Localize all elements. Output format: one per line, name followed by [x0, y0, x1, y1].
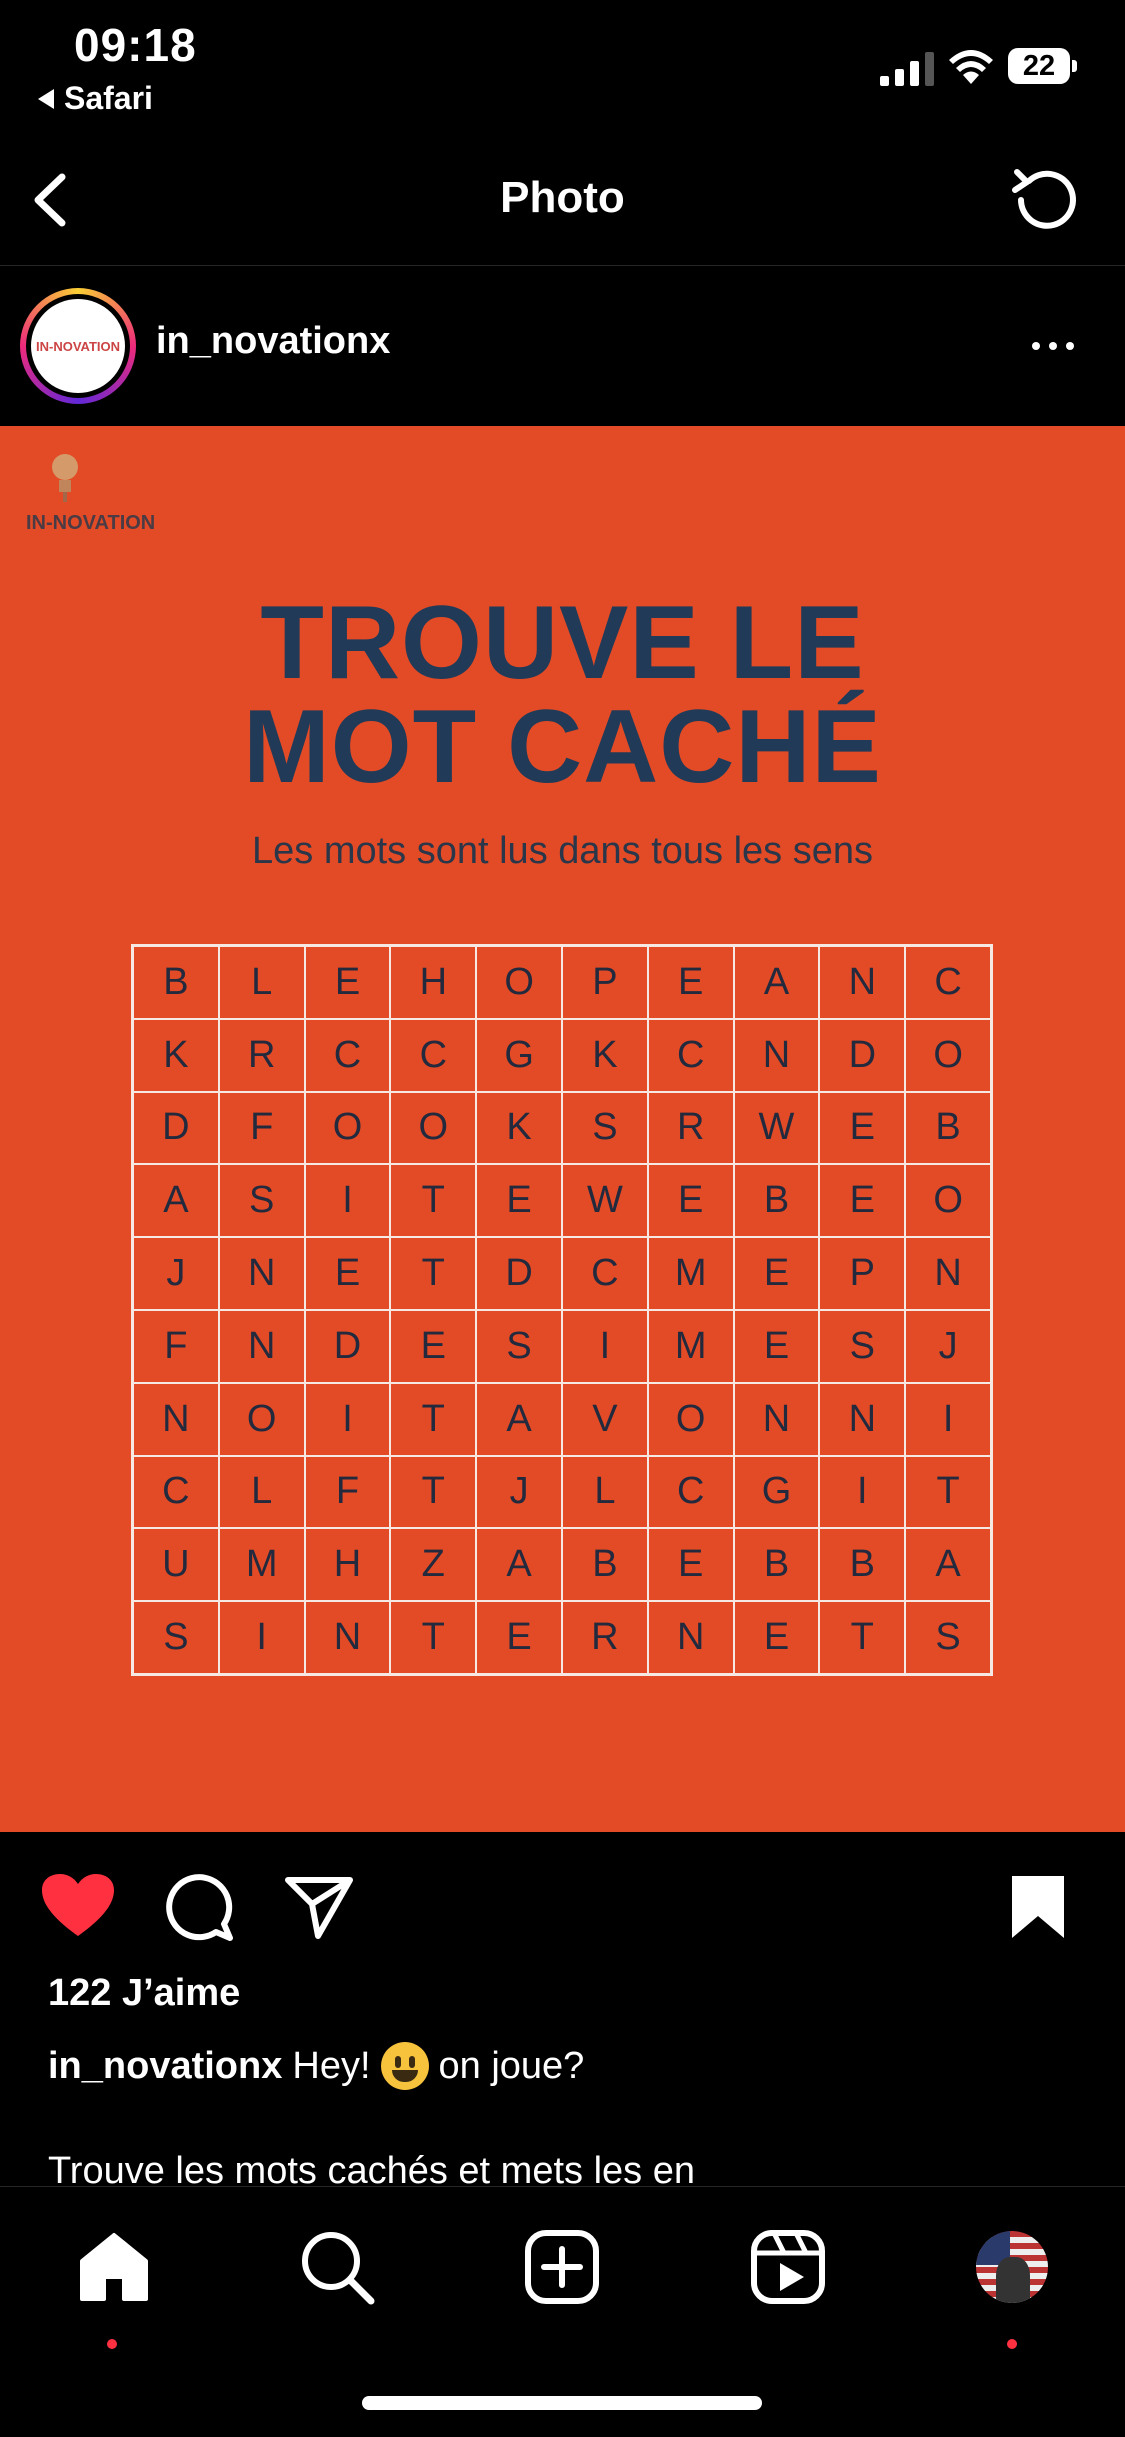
grid-cell: N	[219, 1237, 305, 1310]
grid-cell: J	[476, 1456, 562, 1529]
puzzle-headline	[0, 585, 1125, 805]
grid-cell: O	[390, 1092, 476, 1165]
grid-cell: I	[305, 1164, 391, 1237]
grid-cell: J	[133, 1237, 219, 1310]
grid-cell: V	[562, 1383, 648, 1456]
grid-cell: N	[905, 1237, 991, 1310]
avatar-logo: IN-NOVATION	[31, 299, 125, 393]
logo-text: IN-NOVATION	[26, 512, 156, 534]
grid-cell: B	[562, 1528, 648, 1601]
heart-icon[interactable]	[40, 1872, 116, 1940]
grid-cell: K	[476, 1092, 562, 1165]
grid-cell: H	[305, 1528, 391, 1601]
grid-cell: I	[905, 1383, 991, 1456]
grid-cell: B	[734, 1528, 820, 1601]
grinning-face-icon	[381, 2042, 429, 2090]
grid-cell: M	[219, 1528, 305, 1601]
grid-cell: I	[562, 1310, 648, 1383]
grid-cell: K	[133, 1019, 219, 1092]
grid-cell: D	[305, 1310, 391, 1383]
home-notification-dot	[107, 2339, 117, 2349]
profile-tab[interactable]	[976, 2231, 1056, 2311]
grid-cell: F	[305, 1456, 391, 1529]
grid-cell: L	[219, 1456, 305, 1529]
cellular-signal-icon	[880, 52, 936, 86]
grid-cell: E	[648, 946, 734, 1019]
grid-cell: E	[734, 1601, 820, 1674]
grid-cell: E	[305, 946, 391, 1019]
grid-cell: A	[734, 946, 820, 1019]
grid-cell: S	[905, 1601, 991, 1674]
grid-cell: O	[305, 1092, 391, 1165]
grid-cell: T	[390, 1456, 476, 1529]
post-actions	[0, 1832, 1125, 1962]
profile-notification-dot	[1007, 2339, 1017, 2349]
puzzle-subtitle: Les mots sont lus dans tous les sens	[252, 830, 873, 872]
grid-cell: E	[390, 1310, 476, 1383]
caption-continued[interactable]: Trouve les mots cachés et mets les en	[48, 2150, 695, 2184]
grid-cell: B	[819, 1528, 905, 1601]
grid-cell: N	[133, 1383, 219, 1456]
grid-cell: O	[476, 946, 562, 1019]
grid-cell: E	[819, 1164, 905, 1237]
grid-cell: O	[648, 1383, 734, 1456]
post-caption	[48, 2042, 584, 2090]
grid-cell: I	[819, 1456, 905, 1529]
grid-cell: S	[219, 1164, 305, 1237]
home-icon[interactable]	[74, 2227, 154, 2307]
headline-line-2: MOT CACHÉ	[243, 689, 882, 805]
grid-cell: T	[390, 1237, 476, 1310]
grid-cell: N	[819, 1383, 905, 1456]
reels-icon[interactable]	[748, 2227, 828, 2307]
grid-cell: T	[905, 1456, 991, 1529]
lightbulb-icon	[50, 452, 80, 502]
grid-cell: W	[734, 1092, 820, 1165]
grid-cell: E	[305, 1237, 391, 1310]
grid-cell: E	[819, 1092, 905, 1165]
status-bar	[0, 0, 1125, 130]
grid-cell: Z	[390, 1528, 476, 1601]
grid-cell: B	[905, 1092, 991, 1165]
grid-cell: G	[476, 1019, 562, 1092]
grid-cell: A	[476, 1383, 562, 1456]
grid-cell: C	[390, 1019, 476, 1092]
post-username[interactable]: in_novationx	[156, 320, 391, 362]
grid-cell: R	[562, 1601, 648, 1674]
grid-cell: O	[219, 1383, 305, 1456]
grid-cell: F	[133, 1310, 219, 1383]
grid-cell: T	[390, 1383, 476, 1456]
battery-level: 22	[1008, 48, 1070, 84]
home-indicator[interactable]	[362, 2396, 762, 2410]
grid-cell: N	[648, 1601, 734, 1674]
grid-cell: B	[734, 1164, 820, 1237]
grid-cell: E	[734, 1310, 820, 1383]
grid-cell: B	[133, 946, 219, 1019]
grid-cell: C	[305, 1019, 391, 1092]
likes-count[interactable]: 122 J’aime	[48, 1972, 241, 2014]
grid-cell: I	[219, 1601, 305, 1674]
headline-line-1: TROUVE LE	[260, 585, 865, 701]
grid-cell: F	[219, 1092, 305, 1165]
grid-cell: A	[476, 1528, 562, 1601]
create-post-icon[interactable]	[522, 2227, 602, 2307]
grid-cell: O	[905, 1164, 991, 1237]
back-app-label: Safari	[64, 80, 153, 116]
word-search-grid	[131, 944, 993, 1676]
grid-cell: O	[905, 1019, 991, 1092]
grid-cell: A	[905, 1528, 991, 1601]
caption-text-after: on joue?	[438, 2044, 585, 2087]
page-title: Photo	[500, 173, 625, 222]
search-icon[interactable]	[297, 2227, 377, 2307]
grid-cell: N	[734, 1383, 820, 1456]
caption-text-before: Hey!	[292, 2044, 371, 2087]
grid-cell: H	[390, 946, 476, 1019]
grid-cell: L	[219, 946, 305, 1019]
grid-cell: E	[648, 1528, 734, 1601]
bookmark-icon[interactable]	[1010, 1874, 1066, 1940]
profile-avatar	[976, 2231, 1048, 2303]
grid-cell: S	[133, 1601, 219, 1674]
grid-cell: P	[562, 946, 648, 1019]
grid-cell: T	[819, 1601, 905, 1674]
grid-cell: D	[476, 1237, 562, 1310]
comment-icon[interactable]	[164, 1872, 234, 1942]
grid-cell: C	[562, 1237, 648, 1310]
grid-cell: R	[219, 1019, 305, 1092]
grid-cell: D	[133, 1092, 219, 1165]
grid-cell: N	[734, 1019, 820, 1092]
grid-cell: L	[562, 1456, 648, 1529]
battery-icon	[1008, 48, 1078, 86]
caption-username[interactable]: in_novationx	[48, 2044, 283, 2087]
grid-cell: N	[305, 1601, 391, 1674]
grid-cell: E	[734, 1237, 820, 1310]
back-triangle-icon	[38, 89, 54, 109]
grid-cell: W	[562, 1164, 648, 1237]
grid-cell: D	[819, 1019, 905, 1092]
grid-cell: E	[476, 1601, 562, 1674]
grid-cell: C	[133, 1456, 219, 1529]
grid-cell: P	[819, 1237, 905, 1310]
post-header	[0, 266, 1125, 426]
grid-cell: M	[648, 1237, 734, 1310]
grid-cell: S	[819, 1310, 905, 1383]
avatar[interactable]	[20, 288, 136, 404]
top-nav	[0, 145, 1125, 266]
grid-cell: C	[648, 1456, 734, 1529]
grid-cell: E	[648, 1164, 734, 1237]
grid-cell: K	[562, 1019, 648, 1092]
grid-cell: I	[305, 1383, 391, 1456]
grid-cell: C	[648, 1019, 734, 1092]
wifi-icon	[948, 48, 994, 86]
post-image[interactable]	[0, 426, 1125, 1832]
grid-cell: T	[390, 1601, 476, 1674]
grid-cell: N	[819, 946, 905, 1019]
grid-cell: S	[476, 1310, 562, 1383]
grid-cell: S	[562, 1092, 648, 1165]
refresh-icon[interactable]	[1003, 160, 1083, 240]
grid-cell: N	[219, 1310, 305, 1383]
grid-cell: C	[905, 946, 991, 1019]
grid-cell: E	[476, 1164, 562, 1237]
grid-cell: J	[905, 1310, 991, 1383]
grid-cell: R	[648, 1092, 734, 1165]
status-time: 09:18	[74, 19, 197, 71]
grid-cell: T	[390, 1164, 476, 1237]
back-to-app-link[interactable]	[38, 80, 153, 117]
share-send-icon[interactable]	[284, 1874, 354, 1940]
brand-logo	[26, 448, 176, 538]
grid-cell: U	[133, 1528, 219, 1601]
grid-cell: G	[734, 1456, 820, 1529]
grid-cell: M	[648, 1310, 734, 1383]
grid-cell: A	[133, 1164, 219, 1237]
more-options-icon[interactable]	[1032, 326, 1088, 366]
